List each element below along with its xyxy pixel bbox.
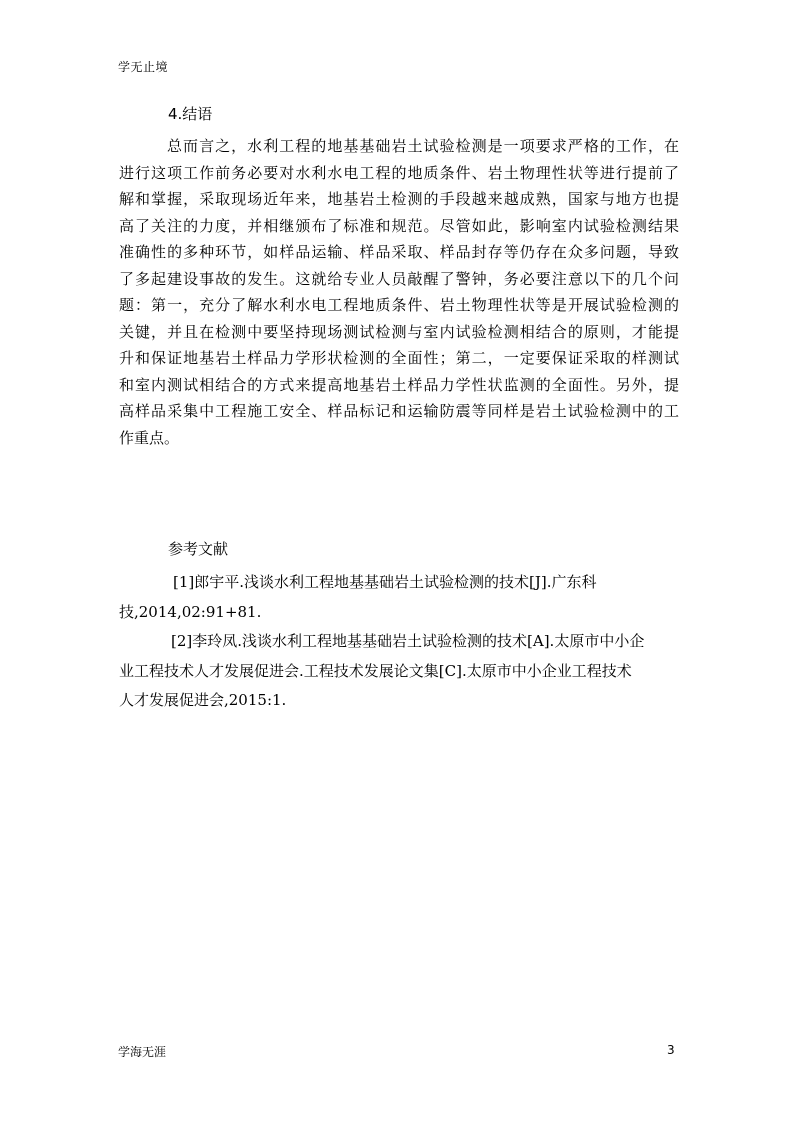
paragraph-line: 关键，并且在检测中要坚持现场测试检测与室内试验检测相结合的原则，才能提 <box>119 322 679 341</box>
paragraph-line: 高样品采集中工程施工安全、样品标记和运输防震等同样是岩土试验检测中的工 <box>119 402 679 420</box>
conclusion-paragraph <box>119 133 679 451</box>
paragraph-line: 题：第一，充分了解水利水电工程地质条件、岩土物理性状等是开展试验检测的 <box>119 296 679 314</box>
paragraph-line: 进行这项工作前务必要对水利水电工程的地质条件、岩土物理性状等进行提前了 <box>119 163 679 182</box>
paragraph-line: 准确性的多种环节，如样品运输、样品采取、样品封存等仍存在众多问题，导致 <box>119 243 679 261</box>
paragraph-line: 解和掌握，采取现场近年来，地基岩土检测的手段越来越成熟，国家与地方也提 <box>119 190 679 208</box>
page-header: 学无止境 <box>118 60 169 74</box>
paragraph-line: 作重点。 <box>119 428 180 447</box>
page-number: 3 <box>667 1043 675 1057</box>
paragraph-line: 和室内测试相结合的方式来提高地基岩土样品力学性状监测的全面性。另外，提 <box>119 375 679 394</box>
paragraph-line: 高了关注的力度，并相继颁布了标准和规范。尽管如此，影响室内试验检测结果 <box>119 216 679 235</box>
reference-line: [1]郎宇平.浅谈水利工程地基基础岩土试验检测的技术[J].广东科 <box>173 573 597 591</box>
reference-line: 技,2014,02:91+81. <box>119 602 262 621</box>
paragraph-line: 了多起建设事故的发生。这就给专业人员敲醒了警钟，务必要注意以下的几个问 <box>119 269 679 288</box>
section-title: 4.结语 <box>168 105 213 123</box>
reference-line: 人才发展促进会,2015:1. <box>119 691 287 709</box>
paragraph-line: 升和保证地基岩土样品力学形状检测的全面性；第二，一定要保证采取的样测试 <box>119 349 679 367</box>
reference-line: 业工程技术人才发展促进会.工程技术发展论文集[C].太原市中小企业工程技术 <box>119 661 632 680</box>
references-title: 参考文献 <box>168 540 229 558</box>
references-list <box>119 568 679 716</box>
reference-line: [2]李玲凤.浅谈水利工程地基基础岩土试验检测的技术[A].太原市中小企 <box>171 632 645 650</box>
paragraph-line: 总而言之，水利工程的地基基础岩土试验检测是一项要求严格的工作，在 <box>167 137 679 155</box>
page-footer: 学海无涯 <box>118 1045 167 1059</box>
